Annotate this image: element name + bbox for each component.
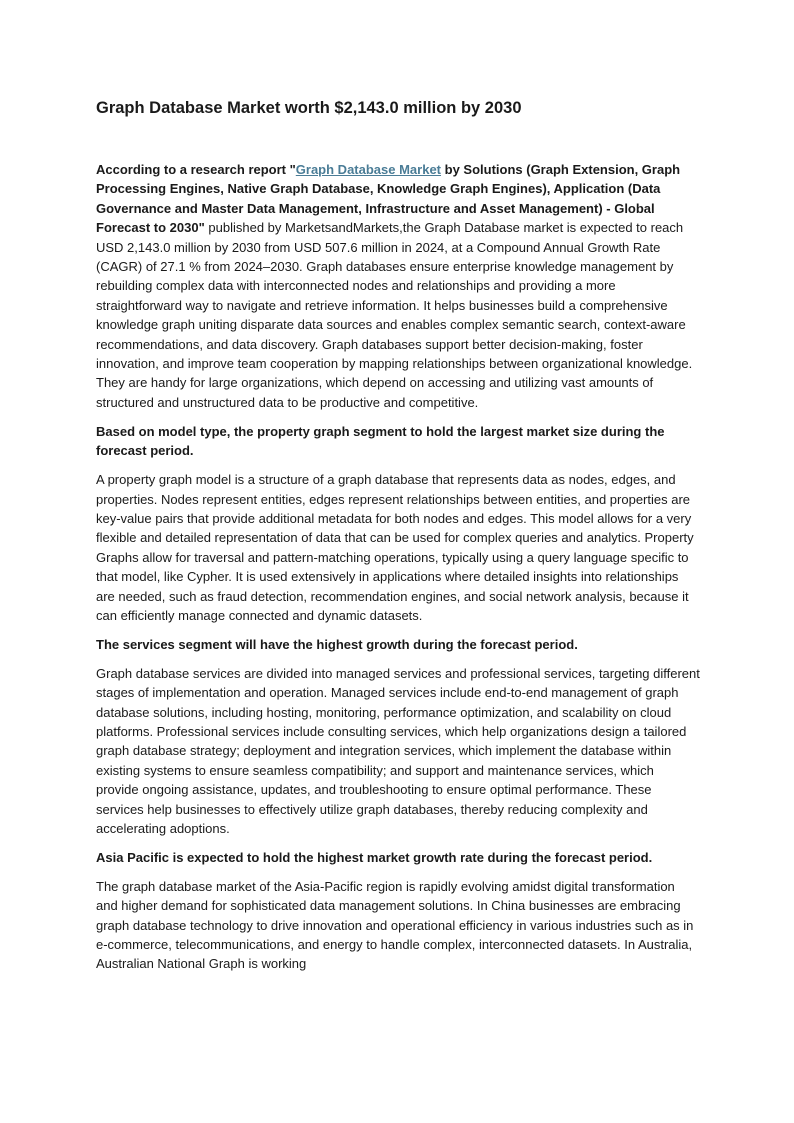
- document-body: [96, 160, 700, 983]
- document-title: Graph Database Market worth $2,143.0 million by 2030: [96, 99, 522, 117]
- intro-body: published by MarketsandMarkets,the Graph Database market is expected to reach USD 2,143.0 million by 2030 from USD 507.6 million in 2024, at a Compound Annual Growth Rate (CAGR) of 27.1 % from 2024–2030. Graph databases ensure enterprise knowledge management by rebuilding complex data with interconnected nodes and relationships and providing a more straightforward way to navigate and retrieve information. It helps businesses build a comprehensive knowledge graph uniting disparate data sources and enables complex semantic search, context-aware recommendations, and data discovery. Graph databases support better decision-making, foster innovation, and improve team cooperation by mapping relationships between organizational knowledge. They are handy for large organizations, which depend on accessing and utilizing vast amounts of structured and unstructured data to be productive and competitive.: [96, 220, 693, 410]
- section-heading-services: The services segment will have the highest growth during the forecast period.: [96, 636, 578, 652]
- section-paragraph-model-type: A property graph model is a structure of a graph database that represents data as nodes, edges, and properties. Nodes represent entities, edges represent relationships between entities, and properties are key-value pairs that provide additional metadata for both nodes and edges. This model allows for a very flexible and detailed representation of data that can be used for complex queries and analytics. Property Graphs allow for traversal and pattern-matching operations, typically using a query language specific to that model, like Cypher. It is used extensively in applications where detailed insights into relationships are needed, such as fraud detection, recommendation engines, and social network analysis, because it can efficiently manage connected and dynamic datasets.: [96, 472, 694, 623]
- section-paragraph-asia-pacific: The graph database market of the Asia-Pacific region is rapidly evolving amidst digital transformation and higher demand for sophisticated data management solutions. In China businesses are embracing graph database technology to drive innovation and operational efficiency in various industries such as in e-commerce, telecommunications, and energy to handle complex, interconnected datasets. In Australia, Australian National Graph is working: [96, 878, 694, 972]
- section-heading-asia-pacific: Asia Pacific is expected to hold the highest market growth rate during the forecast period.: [96, 849, 653, 865]
- intro-prefix: According to a research report ": [96, 162, 296, 177]
- intro-paragraph: [96, 160, 700, 412]
- report-title-rest: by Solutions (Graph Extension, Graph Processing Engines, Native Graph Database, Knowledge Graph Engines), Application (Data Governance and Master Data Management, Infrastructure and Asset Management) - Global Forecast to 2030": [96, 162, 681, 236]
- section-paragraph-services: Graph database services are divided into managed services and professional services, targeting different stages of implementation and operation. Managed services include end-to-end management of graph database solutions, including hosting, monitoring, performance optimization, and scalability on cloud platforms. Professional services include consulting services, which help organizations design a tailored graph database strategy; deployment and integration services, which implement the database within existing systems to ensure seamless compatibility; and support and maintenance services, which provide ongoing assistance, updates, and troubleshooting to ensure optimal performance. These services help businesses to effectively utilize graph databases, thereby reducing complexity and accelerating adoptions.: [96, 665, 700, 836]
- report-link[interactable]: Graph Database Market: [295, 162, 442, 177]
- section-heading-model-type: Based on model type, the property graph segment to hold the largest market size during the forecast period.: [96, 423, 665, 459]
